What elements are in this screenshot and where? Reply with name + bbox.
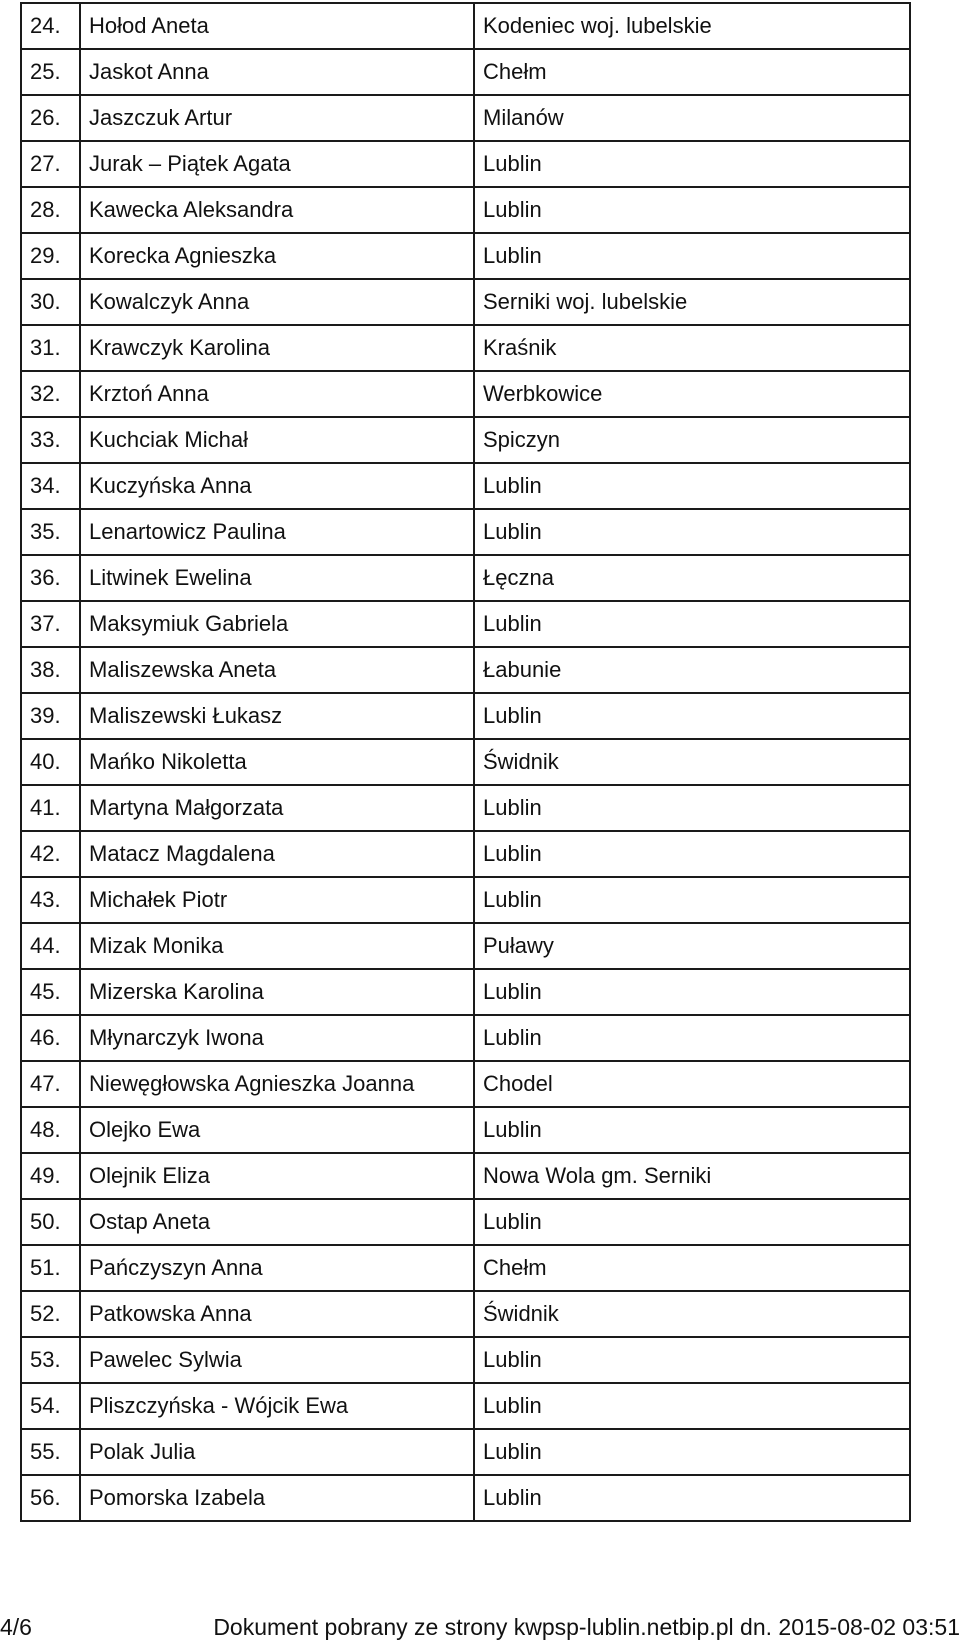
table-row	[21, 1061, 910, 1107]
place-name: Lublin	[474, 141, 910, 187]
place-name: Serniki woj. lubelskie	[474, 279, 910, 325]
row-number: 31.	[21, 325, 80, 371]
table-row	[21, 509, 910, 555]
row-number: 49.	[21, 1153, 80, 1199]
person-name: Maksymiuk Gabriela	[80, 601, 474, 647]
place-name: Lublin	[474, 1383, 910, 1429]
place-name: Puławy	[474, 923, 910, 969]
table-row	[21, 1153, 910, 1199]
person-name: Olejko Ewa	[80, 1107, 474, 1153]
row-number: 53.	[21, 1337, 80, 1383]
row-number: 55.	[21, 1429, 80, 1475]
table-row	[21, 463, 910, 509]
person-name: Maliszewska Aneta	[80, 647, 474, 693]
place-name: Lublin	[474, 1429, 910, 1475]
place-name: Lublin	[474, 693, 910, 739]
row-number: 30.	[21, 279, 80, 325]
table-row	[21, 647, 910, 693]
place-name: Świdnik	[474, 739, 910, 785]
row-number: 47.	[21, 1061, 80, 1107]
place-name: Lublin	[474, 969, 910, 1015]
person-name: Jurak – Piątek Agata	[80, 141, 474, 187]
row-number: 34.	[21, 463, 80, 509]
person-name: Kuchciak Michał	[80, 417, 474, 463]
place-name: Kodeniec woj. lubelskie	[474, 3, 910, 49]
download-source-note: Dokument pobrany ze strony kwpsp-lublin.netbip.pl dn. 2015-08-02 03:51	[213, 1614, 960, 1640]
row-number: 33.	[21, 417, 80, 463]
table-row	[21, 141, 910, 187]
person-name: Maliszewski Łukasz	[80, 693, 474, 739]
person-name: Korecka Agnieszka	[80, 233, 474, 279]
table-row	[21, 1429, 910, 1475]
row-number: 44.	[21, 923, 80, 969]
row-number: 28.	[21, 187, 80, 233]
person-name: Michałek Piotr	[80, 877, 474, 923]
row-number: 45.	[21, 969, 80, 1015]
table-row	[21, 877, 910, 923]
person-name: Lenartowicz Paulina	[80, 509, 474, 555]
place-name: Werbkowice	[474, 371, 910, 417]
person-name: Kowalczyk Anna	[80, 279, 474, 325]
person-name: Krztoń Anna	[80, 371, 474, 417]
place-name: Kraśnik	[474, 325, 910, 371]
row-number: 24.	[21, 3, 80, 49]
person-name: Pawelec Sylwia	[80, 1337, 474, 1383]
participants-table	[20, 2, 911, 1522]
page-number: 4/6	[0, 1614, 32, 1640]
row-number: 48.	[21, 1107, 80, 1153]
place-name: Lublin	[474, 601, 910, 647]
person-name: Matacz Magdalena	[80, 831, 474, 877]
row-number: 36.	[21, 555, 80, 601]
row-number: 54.	[21, 1383, 80, 1429]
person-name: Martyna Małgorzata	[80, 785, 474, 831]
table-row	[21, 1475, 910, 1521]
table-row	[21, 555, 910, 601]
table-row	[21, 785, 910, 831]
person-name: Mizerska Karolina	[80, 969, 474, 1015]
table-row	[21, 601, 910, 647]
person-name: Polak Julia	[80, 1429, 474, 1475]
row-number: 38.	[21, 647, 80, 693]
person-name: Mizak Monika	[80, 923, 474, 969]
row-number: 40.	[21, 739, 80, 785]
place-name: Lublin	[474, 877, 910, 923]
place-name: Spiczyn	[474, 417, 910, 463]
place-name: Lublin	[474, 1015, 910, 1061]
table-row	[21, 95, 910, 141]
table-row	[21, 279, 910, 325]
person-name: Ostap Aneta	[80, 1199, 474, 1245]
table-row	[21, 1199, 910, 1245]
place-name: Łęczna	[474, 555, 910, 601]
person-name: Pańczyszyn Anna	[80, 1245, 474, 1291]
place-name: Świdnik	[474, 1291, 910, 1337]
person-name: Kuczyńska Anna	[80, 463, 474, 509]
person-name: Krawczyk Karolina	[80, 325, 474, 371]
place-name: Lublin	[474, 509, 910, 555]
place-name: Łabunie	[474, 647, 910, 693]
row-number: 56.	[21, 1475, 80, 1521]
table-row	[21, 923, 910, 969]
table-row	[21, 831, 910, 877]
row-number: 26.	[21, 95, 80, 141]
place-name: Nowa Wola gm. Serniki	[474, 1153, 910, 1199]
table-row	[21, 325, 910, 371]
table-row	[21, 233, 910, 279]
row-number: 39.	[21, 693, 80, 739]
table-row	[21, 1107, 910, 1153]
place-name: Milanów	[474, 95, 910, 141]
table-row	[21, 187, 910, 233]
place-name: Lublin	[474, 233, 910, 279]
table-row	[21, 3, 910, 49]
participants-table-body	[21, 3, 910, 1521]
person-name: Litwinek Ewelina	[80, 555, 474, 601]
place-name: Chełm	[474, 1245, 910, 1291]
row-number: 32.	[21, 371, 80, 417]
table-row	[21, 49, 910, 95]
row-number: 46.	[21, 1015, 80, 1061]
place-name: Lublin	[474, 1337, 910, 1383]
place-name: Lublin	[474, 1475, 910, 1521]
row-number: 42.	[21, 831, 80, 877]
row-number: 43.	[21, 877, 80, 923]
table-row	[21, 1245, 910, 1291]
page-footer	[0, 1612, 960, 1642]
person-name: Olejnik Eliza	[80, 1153, 474, 1199]
table-row	[21, 1337, 910, 1383]
row-number: 50.	[21, 1199, 80, 1245]
table-row	[21, 693, 910, 739]
row-number: 51.	[21, 1245, 80, 1291]
table-row	[21, 417, 910, 463]
person-name: Patkowska Anna	[80, 1291, 474, 1337]
person-name: Jaszczuk Artur	[80, 95, 474, 141]
place-name: Lublin	[474, 785, 910, 831]
table-row	[21, 739, 910, 785]
row-number: 29.	[21, 233, 80, 279]
row-number: 52.	[21, 1291, 80, 1337]
place-name: Chodel	[474, 1061, 910, 1107]
table-row	[21, 1015, 910, 1061]
person-name: Pliszczyńska - Wójcik Ewa	[80, 1383, 474, 1429]
row-number: 27.	[21, 141, 80, 187]
row-number: 35.	[21, 509, 80, 555]
table-row	[21, 1383, 910, 1429]
row-number: 25.	[21, 49, 80, 95]
row-number: 37.	[21, 601, 80, 647]
table-row	[21, 371, 910, 417]
person-name: Młynarczyk Iwona	[80, 1015, 474, 1061]
row-number: 41.	[21, 785, 80, 831]
place-name: Lublin	[474, 1107, 910, 1153]
table-row	[21, 1291, 910, 1337]
place-name: Chełm	[474, 49, 910, 95]
place-name: Lublin	[474, 1199, 910, 1245]
place-name: Lublin	[474, 463, 910, 509]
person-name: Hołod Aneta	[80, 3, 474, 49]
place-name: Lublin	[474, 831, 910, 877]
place-name: Lublin	[474, 187, 910, 233]
person-name: Pomorska Izabela	[80, 1475, 474, 1521]
person-name: Mańko Nikoletta	[80, 739, 474, 785]
table-row	[21, 969, 910, 1015]
person-name: Kawecka Aleksandra	[80, 187, 474, 233]
person-name: Jaskot Anna	[80, 49, 474, 95]
person-name: Niewęgłowska Agnieszka Joanna	[80, 1061, 474, 1107]
